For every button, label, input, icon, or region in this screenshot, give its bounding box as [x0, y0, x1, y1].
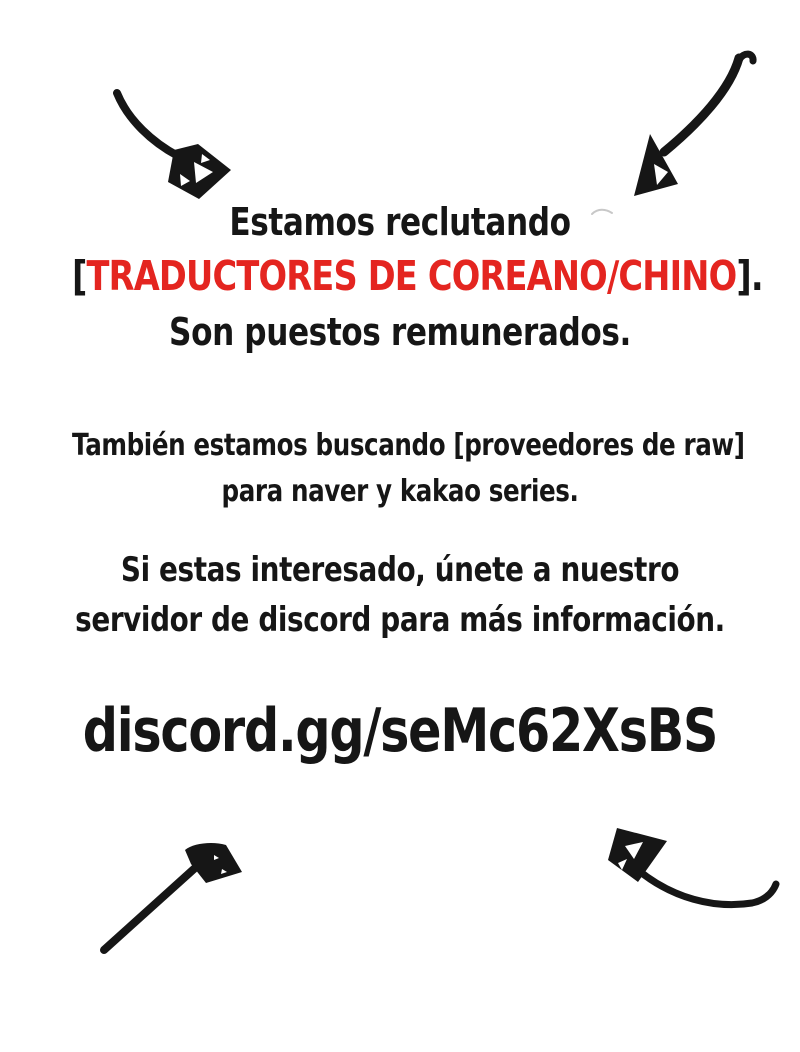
cta-line2-suffix: para más información.	[370, 600, 725, 640]
recruiting-heading: Estamos reclutando	[229, 200, 571, 244]
raw-providers-prefix: También estamos buscando	[72, 428, 454, 463]
raw-providers-platforms: para naver y kakao series.	[221, 474, 579, 509]
arrow-left-icon	[602, 822, 782, 914]
arrow-up-right-icon	[95, 838, 250, 958]
paid-positions-note: Son puestos remunerados.	[169, 310, 631, 354]
raw-providers-line	[72, 428, 745, 463]
role-bracket-open: [	[72, 252, 87, 300]
role-bracket-close: ].	[736, 252, 763, 300]
cta-line2-prefix: servidor de	[75, 600, 259, 640]
raw-providers-highlight: [proveedores de raw]	[453, 428, 745, 463]
arrow-down-right-icon	[110, 84, 235, 204]
arrow-down-left-icon	[626, 46, 758, 204]
cta-discord-word: discord	[258, 600, 371, 640]
cta-line1: Si estas interesado, únete a nuestro	[120, 550, 680, 590]
cta-line2	[72, 600, 728, 640]
recruiting-role-line	[72, 252, 763, 300]
recruiting-role-text: TRADUCTORES DE COREANO/CHINO	[86, 252, 737, 300]
discord-invite-link[interactable]: discord.gg/seMc62XsBS	[82, 696, 718, 766]
